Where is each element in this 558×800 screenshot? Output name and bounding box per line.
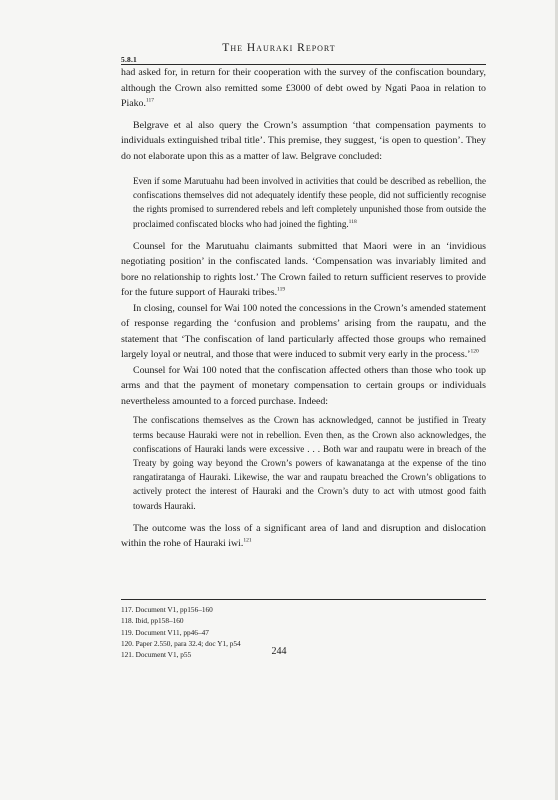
block-quote: The confiscations themselves as the Crown has acknowledged, cannot be justified in Treaty terms because Hauraki were not in rebellion. Even then, as the Crown also acknowledges, the confiscations of Hauraki lands were excessive . . . Both war and raupatu were in breach of the Treaty by going way beyond the Crown’s powers of kawanatanga at the expense of the tino rangatiratanga of Hauraki. Likewise, the war and raupatu breached the Crown’s obligations to actively protect the interest of Hauraki and the Crown’s duty to act with utmost good faith towards Hauraki. [133,415,486,511]
main-content [121,65,486,552]
footnote: 120. Paper 2.550, para 32.4; doc Y1, p54 [121,638,241,648]
footnote-ref: 119 [277,287,286,294]
page-number: 244 [271,646,287,657]
footnote-ref: 118 [348,218,357,225]
paragraph: The outcome was the loss of a significant area of land and disruption and dislocation within the rohe of Hauraki iwi.$^{121}$ [121,522,486,550]
section-number: 5.8.1 [121,55,137,64]
running-title: The Hauraki Report [222,42,336,54]
footnote: 117. Document V1, pp156–160 [121,605,213,614]
footnote-ref: 121 [243,537,252,544]
footnote-rule [121,599,486,600]
footnote: 119. Document V11, pp46–47 [121,627,209,637]
footnote-ref: 117 [145,97,155,104]
footnote-ref: 120 [470,349,479,356]
paragraph: Counsel for the Marutuahu claimants submitted that Maori were in an ‘invidious negotiating position’ in the confiscated lands. ‘Compensation was invariably limited and bore no relationship to rights lost.’ The Crown failed to return sufficient reserves to provide for the future support of Hauraki tribes.$^{119}$ [121,240,486,299]
footnote: 118. Ibid, pp158–160 [121,616,184,626]
block-quote: Even if some Marutuahu had been involved in activities that could be described as rebellion, the confiscations themselves did not adequately identify these people, did not sufficiently recognise the rights promised to surrendered rebels and left completely unpunished those from outside the proclaimed confiscated blocks who had joined the fighting.$^{118}$ [133,176,486,229]
footnote: 121. Document V1, p55 [121,650,192,660]
paragraph: had asked for, in return for their cooperation with the survey of the confiscation boundary, although the Crown also remitted some £3000 of debt owed by Ngati Paoa in relation to Piako.$^{117}$ [121,67,486,109]
paragraph: In closing, counsel for Wai 100 noted the concessions in the Crown’s amended statement of response regarding the ‘confusion and problems’ arising from the raupatu, and the statement that ‘The confiscation of land particularly affected those groups who remained largely loyal or neutral, and those that were induced to submit very early in the process.’$^{120}$ [121,302,486,361]
paragraph: Belgrave et al also query the Crown’s assumption ‘that compensation payments to individuals extinguished tribal title’. This premise, they suggest, ‘is open to question’. They do not elaborate upon this as a matter of law. Belgrave concluded: [121,119,486,162]
paragraph: Counsel for Wai 100 noted that the confiscation affected others than those who took up arms and that the payment of monetary compensation to certain groups or individuals nevertheless amounted to a forced purchase. Indeed: [121,364,486,407]
